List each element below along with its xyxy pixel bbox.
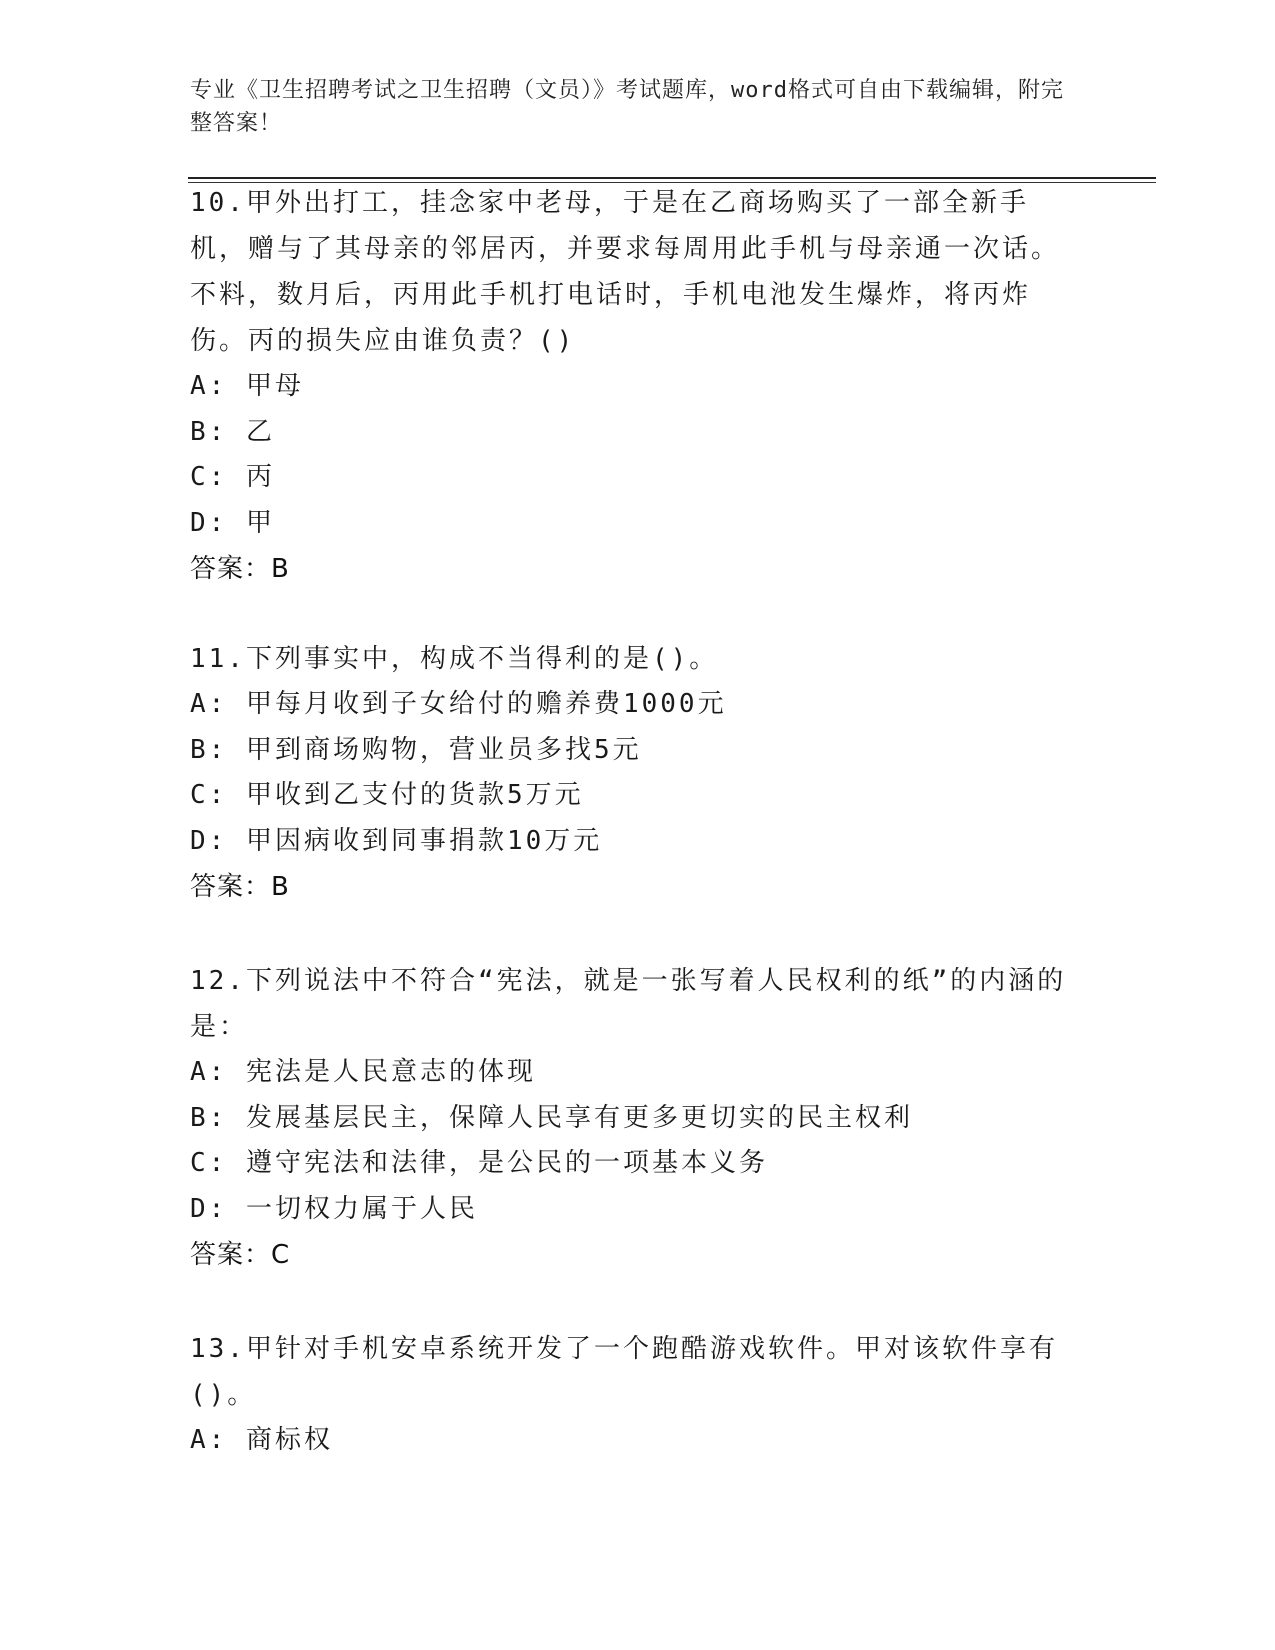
option-d: D: 甲 (190, 507, 275, 538)
question-11 (190, 636, 1080, 910)
option-c: C: 遵守宪法和法律，是公民的一项基本义务 (190, 1148, 768, 1178)
option-b: B: 乙 (190, 416, 275, 447)
option-c: C: 甲收到乙支付的货款5万元 (190, 780, 584, 810)
answer: 答案：B (190, 554, 290, 584)
option-d: D: 一切权力属于人民 (190, 1193, 478, 1224)
option-b: B: 发展基层民主，保障人民享有更多更切实的民主权利 (190, 1102, 913, 1133)
option-a: A: 商标权 (190, 1425, 333, 1455)
option-b: B: 甲到商场购物，营业员多找5元 (190, 734, 642, 765)
answer: 答案：C (190, 1240, 291, 1270)
question-text: 10.甲外出打工，挂念家中老母，于是在乙商场购买了一部全新手机，赠与了其母亲的邻居丙，并要求每周用此手机与母亲通一次话。不料，数月后，丙用此手机打电话时，手机电池发生爆炸，将丙炸伤。丙的损失应由谁负责？() (190, 188, 1061, 356)
option-a: A: 甲母 (190, 371, 304, 401)
question-12 (190, 958, 1080, 1278)
option-a: A: 甲每月收到子女给付的赡养费1000元 (190, 689, 727, 719)
question-text: 13.甲针对手机安卓系统开发了一个跑酷游戏软件。甲对该软件享有()。 (190, 1334, 1058, 1410)
document-header: 专业《卫生招聘考试之卫生招聘（文员）》考试题库，word格式可自由下载编辑，附完整答案！ (190, 78, 1064, 136)
question-text: 12.下列说法中不符合“宪法，就是一张写着人民权利的纸”的内涵的是： (190, 966, 1067, 1042)
answer: 答案：B (190, 872, 290, 902)
question-text: 11.下列事实中，构成不当得利的是()。 (190, 644, 719, 674)
option-c: C: 丙 (190, 462, 275, 492)
option-a: A: 宪法是人民意志的体现 (190, 1057, 536, 1087)
header-divider-thick (188, 177, 1156, 179)
option-d: D: 甲因病收到同事捐款10万元 (190, 825, 603, 856)
question-13 (190, 1326, 1080, 1464)
question-10 (190, 180, 1080, 592)
